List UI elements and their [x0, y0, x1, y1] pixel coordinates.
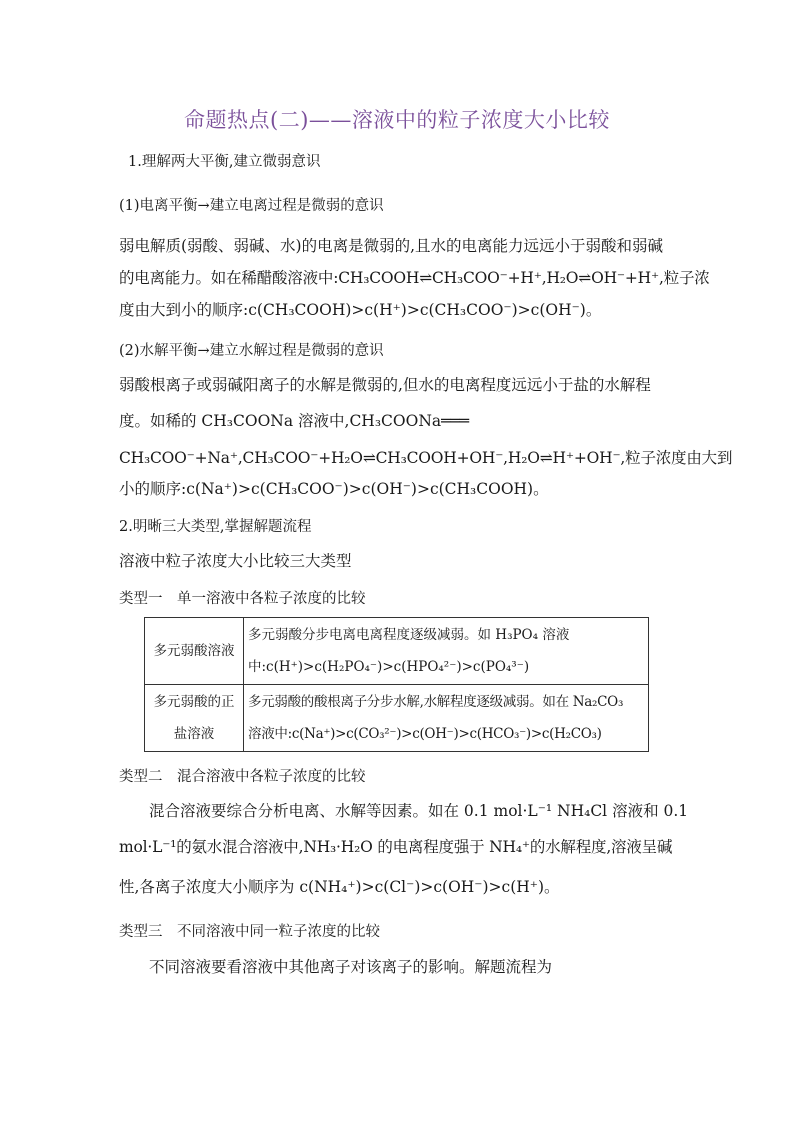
- paragraph-2-line-1: 弱酸根离子或弱碱阳离子的水解是微弱的,但水的电离程度远远小于盐的水解程: [119, 376, 651, 394]
- paragraph-1-line-2: 的电离能力。如在稀醋酸溶液中:CH₃COOH⇌CH₃COO⁻+H⁺,H₂O⇌OH⁻+H⁺,粒子浓: [119, 269, 710, 287]
- paragraph-3-line-1: 混合溶液要综合分析电离、水解等因素。如在 0.1 mol·L⁻¹ NH₄Cl 溶液和 0.1: [149, 802, 689, 820]
- type-1-table: [144, 617, 649, 752]
- paragraph-3-line-3: 性,各离子浓度大小顺序为 c(NH₄⁺)>c(Cl⁻)>c(OH⁻)>c(H⁺)。: [119, 878, 560, 896]
- paragraph-1-line-1: 弱电解质(弱酸、弱碱、水)的电离是微弱的,且水的电离能力远远小于弱酸和弱碱: [119, 237, 664, 255]
- table-cell-value: [244, 685, 649, 752]
- paragraph-1-line-3: 度由大到小的顺序:c(CH₃COOH)>c(H⁺)>c(CH₃COO⁻)>c(OH⁻)。: [119, 301, 602, 319]
- page-title: 命题热点(二)——溶液中的粒子浓度大小比较: [184, 108, 610, 132]
- subsection-1-heading: (1)电离平衡→建立电离过程是微弱的意识: [119, 198, 384, 214]
- paragraph-3-line-2: mol·L⁻¹的氨水混合溶液中,NH₃·H₂O 的电离程度强于 NH₄⁺的水解程度,溶液呈碱: [119, 838, 673, 856]
- paragraph-2-line-4: 小的顺序:c(Na⁺)>c(CH₃COO⁻)>c(OH⁻)>c(CH₃COOH)。: [119, 480, 549, 498]
- table-row: [145, 685, 649, 752]
- table-value-line: 中:c(H⁺)>c(H₂PO₄⁻)>c(HPO₄²⁻)>c(PO₄³⁻): [248, 659, 530, 675]
- table-key-line: 多元弱酸的正: [153, 694, 235, 710]
- section-2-heading: 2.明晰三大类型,掌握解题流程: [119, 519, 312, 535]
- table-value-line: 多元弱酸分步电离电离程度逐级减弱。如 H₃PO₄ 溶液: [248, 627, 570, 643]
- table-row: [145, 618, 649, 685]
- table-cell-value: [244, 618, 649, 685]
- table-cell-key: [145, 618, 244, 685]
- type-1-heading: 类型一 单一溶液中各粒子浓度的比较: [119, 591, 366, 607]
- section-1-heading: 1.理解两大平衡,建立微弱意识: [128, 154, 321, 170]
- paragraph-2-line-3: CH₃COO⁻+Na⁺,CH₃COO⁻+H₂O⇌CH₃COOH+OH⁻,H₂O⇌H⁺+OH⁻,粒子浓度由大到: [119, 449, 733, 467]
- paragraph-4-line-1: 不同溶液要看溶液中其他离子对该离子的影响。解题流程为: [149, 958, 553, 976]
- table-cell-key: [145, 685, 244, 752]
- paragraph-2-line-2: 度。如稀的 CH₃COONa 溶液中,CH₃COONa═══: [119, 412, 470, 430]
- type-2-heading: 类型二 混合溶液中各粒子浓度的比较: [119, 769, 366, 785]
- subsection-2-heading: (2)水解平衡→建立水解过程是微弱的意识: [119, 343, 384, 359]
- type-3-heading: 类型三 不同溶液中同一粒子浓度的比较: [119, 924, 380, 940]
- table-key-line: 多元弱酸溶液: [153, 643, 235, 659]
- table-value-line: 多元弱酸的酸根离子分步水解,水解程度逐级减弱。如在 Na₂CO₃: [248, 694, 624, 710]
- section-2-subtitle: 溶液中粒子浓度大小比较三大类型: [119, 552, 352, 570]
- table-key-line: 盐溶液: [173, 726, 215, 742]
- table-value-line: 溶液中:c(Na⁺)>c(CO₃²⁻)>c(OH⁻)>c(HCO₃⁻)>c(H₂CO₃): [248, 726, 602, 742]
